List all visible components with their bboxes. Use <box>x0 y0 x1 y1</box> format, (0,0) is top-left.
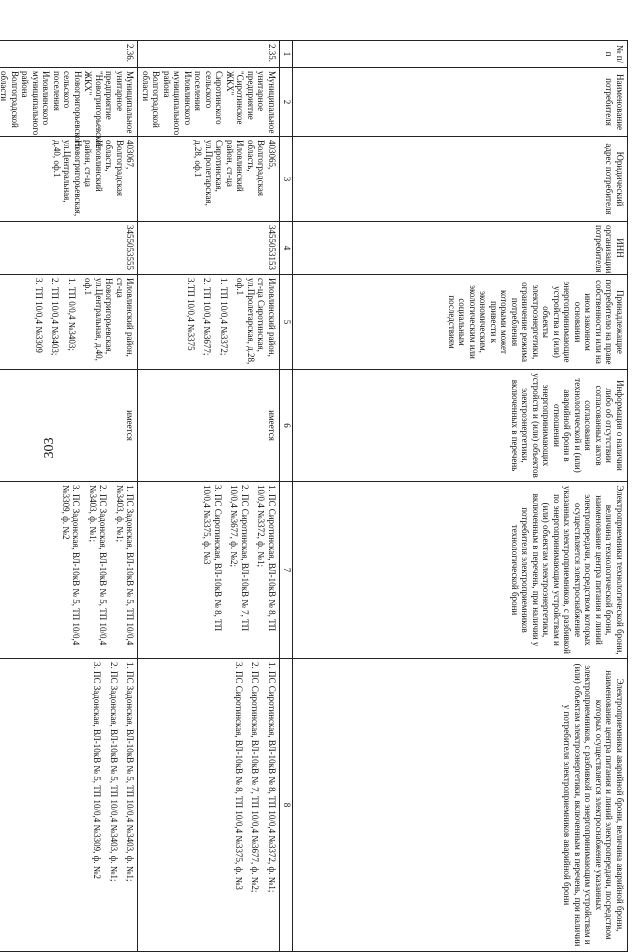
header-inn: ИНН организации потребителя <box>293 222 628 275</box>
column-number: 8 <box>280 659 293 952</box>
header-emergency-reserve: Электроприемники аварийной брони, величина аварийной брони, наименование центра питания и линий электропередачи, посредством которых осуществляется электроснабжение указанных электроприемников, с разбивкой по энергопринимающим устройствам и (или) объектам электроэнергетики, включенным в перечень, при наличии у потребителя электроприемников аварийной брони <box>293 659 628 952</box>
header-legal-address: Юридический адрес потребителя <box>293 137 628 222</box>
emergency-reserve-item: 1. ПС Сиротинская, ВЛ-10кВ № 8, ТП 10/0,4 №3372, ф. №1; <box>267 662 277 893</box>
emergency-reserve-item: 2. ПС Сиротинская, ВЛ-10кВ № 7, ТП 10/0,4 №3677, ф. №2; <box>250 662 261 893</box>
column-number-row <box>280 41 293 952</box>
acts-status: имеется <box>0 370 138 482</box>
header-technological-reserve: Электроприемники технологической брони, величина технологической брони, наименование центра питания и линий электропередачи, посредством которых осуществляется электроснабжение указанных электроприемников, с разбивкой по энергопринимающим устройствам и (или) объектам электроэнергетики, включенным в перечень, при наличии у потребителя электроприемников технологической брони <box>293 482 628 659</box>
column-number: 7 <box>280 482 293 659</box>
device-item: 1. ТП 10/0,4 №3372; <box>219 278 229 356</box>
column-number: 3 <box>280 137 293 222</box>
emergency-reserve-item: 2. ПС Задонская, ВЛ-10кВ № 5, ТП 10/0,4 №3403, ф. №1; <box>109 662 119 882</box>
consumer-name: Муниципальное унитарное предприятие "Новогригорьевское ЖКХ" Новогригорьевского сельского поселения Иловлинского муниципального района Волгоградской области <box>0 68 138 137</box>
header-number: № п/п <box>293 41 628 68</box>
emergency-reserve-item: 1. ПС Задонская, ВЛ-10кВ № 5, ТП 10/0,4 №3403, ф. №1; <box>125 662 136 882</box>
row-number: 2.36. <box>0 41 138 68</box>
device-item: 2. ТП 10/0,4 №3403; <box>50 278 61 356</box>
device-item: 3. ТП 10/0,4 №3309 <box>34 278 44 353</box>
emergency-reserve-item: 3. ПС Сиротинская, ВЛ-10кВ № 8, ТП 10/0,4 №3375, ф. №3 <box>234 662 244 890</box>
legal-address: 403067, Волгоградская область, Иловлинский район, ст-ца Новогригорьевская, ул.Центральная, д.40, оф.1 <box>0 137 138 222</box>
tech-reserve-item: 1. ПС Сиротинская, ВЛ-10кВ № 8, ТП 10/0,4 №3372, ф. №1; <box>256 485 277 632</box>
tech-reserve-item: 2. ПС Сиротинская, ВЛ-10кВ № 7, ТП 10/0,4 №3677, ф. №2; <box>229 485 250 632</box>
emergency-reserve-cell <box>138 659 280 952</box>
page-number: 303 <box>42 437 57 459</box>
tech-reserve-cell <box>138 482 280 659</box>
tech-reserve-item: 1. ПС Задонская, ВЛ-10кВ № 5, ТП 10/0,4 №3403, ф. №1; <box>115 485 136 646</box>
row-number: 2.35. <box>138 41 280 68</box>
inn: 3455053555 <box>0 222 138 275</box>
column-number: 1 <box>280 41 293 68</box>
tech-reserve-item: 3. ПС Задонская, ВЛ-10кВ № 5, ТП 10/0,4 №3309, ф. №2 <box>61 485 82 646</box>
consumer-name: Муниципальное унитарное предприятие "Сиротинское ЖКХ" Сиротинского сельского поселения Иловлинского муниципального района Волгоградской области <box>138 68 280 137</box>
tech-reserve-cell <box>0 482 138 659</box>
column-number: 6 <box>280 370 293 482</box>
devices-cell <box>0 275 138 370</box>
tech-reserve-item: 2. ПС Задонская, ВЛ-10кВ № 5, ТП 10/0,4 №3403, ф. №1; <box>88 485 109 646</box>
devices-cell <box>138 275 280 370</box>
device-item: 3.ТП 10/0,4 №3375 <box>186 278 196 351</box>
emergency-reserve-item: 3. ПС Задонская, ВЛ-10кВ № 5, ТП 10/0,4 №3309, ф. №2 <box>92 662 103 879</box>
table-row <box>138 41 280 952</box>
devices-intro: Иловлинский район, ст-ца Новогригорьевская, ул.Центральная, д.40, оф.1 <box>83 278 136 361</box>
column-number: 2 <box>280 68 293 137</box>
column-number: 4 <box>280 222 293 275</box>
header-consumer-name: Наименование потребителя <box>293 68 628 137</box>
inn: 3455053153 <box>138 222 280 275</box>
header-devices: Принадлежащие потребителю на праве собственности или на ином законном основании энергопринимающие устройства и (или) объекты электроэнергетики, ограничение режима потребления которыми может привести к экономическим, экологическим или социальным последствиям <box>293 275 628 370</box>
emergency-reserve-cell <box>0 659 138 952</box>
devices-intro: Иловлинский район, ст-ца Сиротинская, ул.Пролетарская, д.28, оф.1 <box>235 278 277 365</box>
tech-reserve-item: 3. ПС Сиротинская, ВЛ-10кВ № 8, ТП 10/0,4 №3375, ф. №3 <box>202 485 223 632</box>
acts-status: имеется <box>138 370 280 482</box>
legal-address: 403065, Волгоградская область, Иловлинский район, ст-ца Сиротинская, ул.Пролетарская, д.28, оф.1 <box>138 137 280 222</box>
table-header-row <box>293 41 628 952</box>
device-item: 2. ТП 10/0,4 №3677; <box>202 278 213 356</box>
device-item: 1. ТП 0/0,4 №3403; <box>67 278 77 351</box>
consumers-table <box>0 40 628 952</box>
column-number: 5 <box>280 275 293 370</box>
header-acts: Информация о наличии либо об отсутствии согласованных актов согласования технологической и (или) аварийной брони в отношении энергопринимающих устройств и (или) объектов электроэнергетики, включенных в перечень <box>293 370 628 482</box>
table-row <box>0 41 138 952</box>
